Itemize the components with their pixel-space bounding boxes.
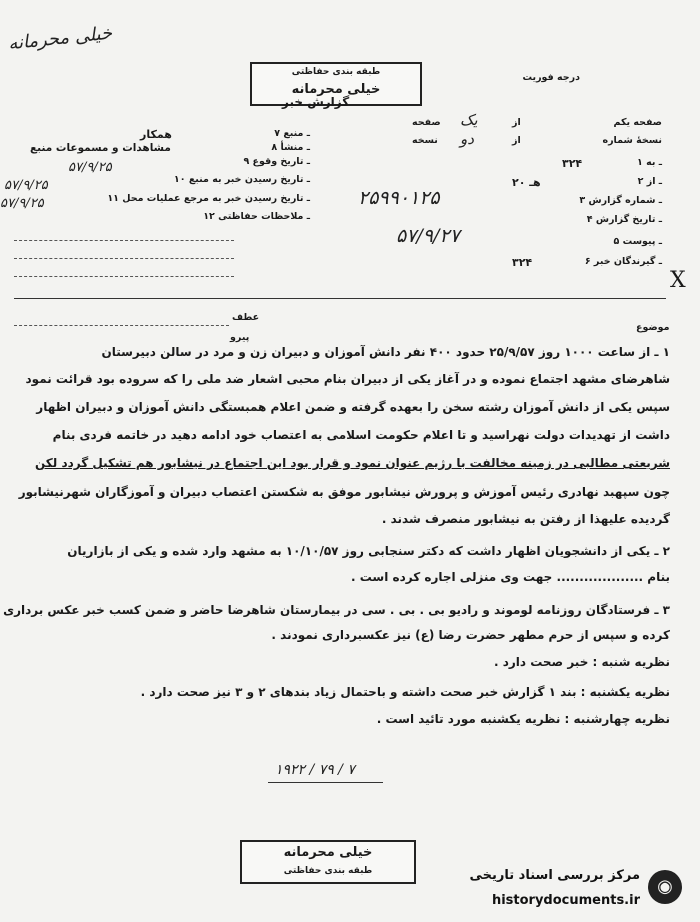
- left-field-10: [10, 174, 310, 190]
- right-field-1: [412, 157, 662, 173]
- body-line: چون سپهبد نهادری رئیس آموزش و پرورش نیشابور موفق به شکستن اعتصاب دبیران و آموزگاران شهرنیشابور: [18, 485, 670, 499]
- urgency-label: درجه فوریت: [522, 72, 580, 83]
- copy-mid-label: از: [512, 135, 521, 146]
- stamp-title: خیلی محرمانه: [291, 82, 381, 97]
- body-line: شریعتی مطالبی در زمینه مخالفت با رژیم عنوان نمود و قرار بود این اجتماع در نیشابور هم تشکیل گردد لکن: [34, 456, 670, 470]
- recipients-label: ۶ ـ گیرندگان خبر: [584, 256, 662, 267]
- attachment-label: ۵ ـ پیوست: [613, 236, 662, 247]
- right-field-page: [412, 117, 662, 133]
- body-line: ۱ ـ از ساعت ۱۰۰۰ روز ۲۵/۹/۵۷ حدود ۴۰۰ نفر دانش آموزان و دبیران زن و مرد در سالن دبیرستان: [101, 345, 670, 359]
- body-line: ۳ ـ فرستادگان روزنامه لوموند و رادیو بی . بی . سی در بیمارستان شاهرضا حاضر و ضمن کسب خبر عکس برداری: [3, 603, 670, 617]
- bottom-stamp-title: خیلی محرمانه: [283, 845, 373, 860]
- report-number-label: ۳ ـ شماره گزارش: [579, 195, 662, 206]
- from-value: ۲۰ هـ: [512, 176, 541, 189]
- to-label: ۱ ـ به: [637, 157, 662, 168]
- field-label: ۱۱ ـ تاریخ رسیدن خبر به مرجع عملیات محل: [107, 193, 310, 204]
- field-value: همکار: [140, 128, 172, 141]
- right-field-2: [412, 176, 662, 192]
- field-label: ۱۰ ـ تاریخ رسیدن خبر به منبع: [173, 174, 310, 185]
- page-value: یک: [460, 111, 478, 129]
- field-11-value: ۵۷/۹/۲۵: [0, 196, 44, 211]
- field-10-value: ۵۷/۹/۲۵: [4, 178, 48, 193]
- report-date-label: ۴ ـ تاریخ گزارش: [586, 214, 662, 225]
- recipients-value: ۳۲۴: [512, 256, 533, 269]
- page-end-label: صفحه: [412, 117, 441, 128]
- margin-mark: X: [670, 268, 686, 293]
- right-field-3: [412, 195, 662, 211]
- report-number-value: ۲۵۹۹۰۱۲۵: [358, 187, 440, 209]
- body-line: کرده و سپس از حرم مطهر حضرت رضا (ع) نیز عکسبرداری نمودند .: [271, 628, 670, 642]
- watermark-title: مرکز بررسی اسناد تاریخی: [469, 868, 640, 883]
- file-number: ۱۹۲۲ / ۷۹ / ۷: [275, 762, 355, 778]
- body-line: بنام ................... جهت وی منزلی اجاره کرده است .: [350, 570, 670, 584]
- copy-end-label: نسخه: [412, 135, 438, 146]
- field-value: مشاهدات و مسموعات منبع: [30, 142, 171, 154]
- bottom-stamp-caption: طبقه بندی حفاظتی: [283, 866, 373, 876]
- header-divider: [14, 298, 666, 299]
- report-heading: گزارش خبر: [282, 95, 350, 109]
- left-field-9: [10, 156, 310, 172]
- body-line: شاهرضای مشهد اجتماع نموده و در آغاز یکی از دبیران بنام محبی اشعار ضد ملی را که سروده بود قرائت نمود: [25, 372, 670, 386]
- ref-bottom-label: پیرو: [230, 332, 250, 343]
- body-line: گردیده علیهذا از رفتن به نیشابور منصرف شدند .: [381, 512, 670, 526]
- left-field-12: [10, 211, 310, 227]
- report-date-value: ۵۷/۹/۲۷: [396, 225, 460, 247]
- body-line: سپس یکی از دانش آموزان رشته سخن را بعهده گرفته و ضمن اعلام همبستگی دانش آموزان و دبیران اظهار: [36, 400, 670, 414]
- field-9-value: ۵۷/۹/۲۵: [68, 160, 112, 175]
- body-line: داشت از تهدیدات دولت نهراسید و تا اعلام حکومت اسلامی به اعتصاب خود ادامه دهید در خاتمه فردی بنام: [52, 428, 670, 442]
- right-field-copy: [412, 135, 662, 151]
- watermark-url: historydocuments.ir: [491, 893, 640, 908]
- stamp-caption: طبقه بندی حفاظتی: [291, 67, 381, 77]
- right-field-5: [412, 236, 662, 252]
- from-label: ۲ ـ از: [637, 176, 662, 187]
- left-field-11: [10, 193, 310, 209]
- to-value: ۳۲۴: [562, 157, 583, 170]
- field-label: ۹ ـ تاریخ وقوع: [243, 156, 310, 167]
- page-mid-label: از: [512, 117, 521, 128]
- evaluation-line: نظریه چهارشنبه : نظریه یکشنبه مورد تائید است .: [376, 712, 670, 726]
- handwritten-classification: خیلی محرمانه: [7, 22, 114, 55]
- right-field-6: [412, 256, 662, 272]
- page-label: صفحه یکم: [613, 117, 662, 128]
- evaluation-line: نظریه شنبه : خبر صحت دارد .: [493, 655, 670, 669]
- subject-label: موضوع: [636, 322, 670, 333]
- copy-value: دو: [460, 130, 474, 148]
- ref-top-label: عطف: [232, 312, 260, 323]
- evaluation-line: نظریه یکشنبه : بند ۱ گزارش خبر صحت داشته و باحتمال زیاد بندهای ۲ و ۳ نیز صحت دارد .: [140, 685, 670, 699]
- field-label: ۱۲ ـ ملاحظات حفاظتی: [203, 211, 310, 222]
- field-label: ۸ ـ منشأ: [271, 142, 310, 153]
- bottom-classification-stamp: [240, 840, 416, 884]
- copy-label: نسخهٔ شماره: [602, 135, 662, 146]
- field-label: ۷ ـ منبع: [274, 128, 310, 139]
- archive-logo-icon: ◉: [648, 870, 682, 904]
- body-line: ۲ ـ یکی از دانشجویان اظهار داشت که دکتر سنجابی روز ۱۰/۱۰/۵۷ به مشهد وارد شده و یکی از بازاریان: [67, 544, 670, 558]
